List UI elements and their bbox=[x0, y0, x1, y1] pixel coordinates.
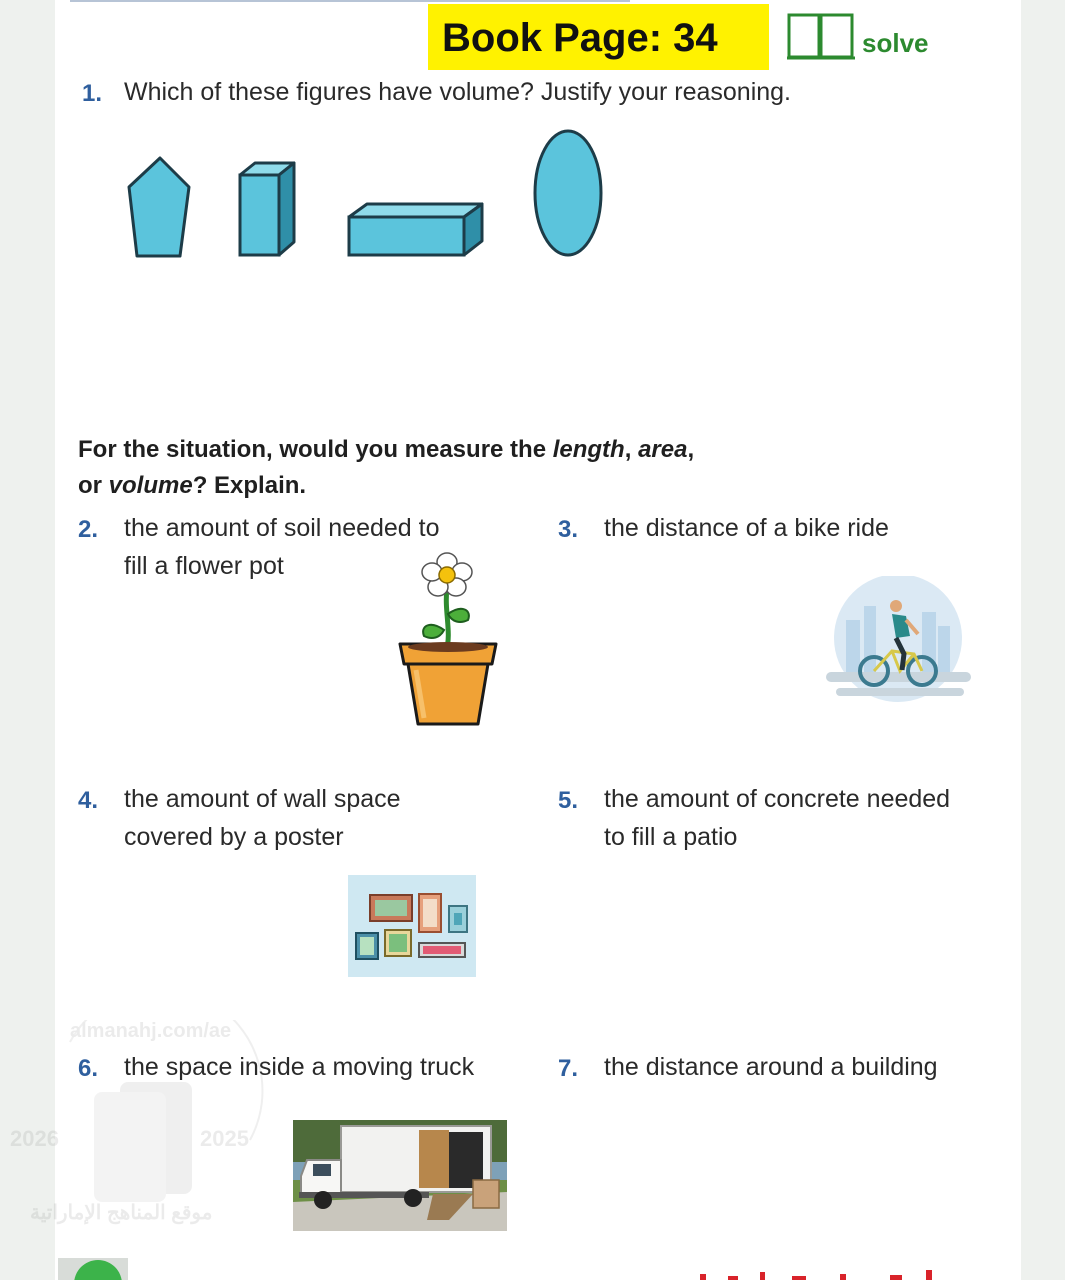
section-heading: For the situation, would you measure the length, area, or volume? Explain. bbox=[78, 436, 695, 499]
open-book-icon[interactable] bbox=[786, 11, 856, 61]
flat-prism-figure bbox=[349, 204, 482, 255]
watermark-brand: almanahj.com/ae bbox=[70, 1020, 232, 1042]
flower-pot-illustration bbox=[392, 552, 504, 732]
watermark bbox=[10, 1020, 280, 1260]
oval-figure bbox=[535, 131, 601, 255]
question-1-number: 1. bbox=[82, 80, 103, 107]
book-page-label: Book Page: 34 bbox=[442, 16, 718, 60]
bike-rider-illustration bbox=[826, 576, 971, 708]
top-divider bbox=[70, 0, 630, 2]
figures-row bbox=[120, 120, 620, 270]
question-3-text: the distance of a bike ride bbox=[604, 514, 889, 542]
pentagon-figure bbox=[129, 158, 189, 256]
watermark-year-right: 2025 bbox=[200, 1126, 249, 1151]
question-1-text: Which of these figures have volume? Justify your reasoning. bbox=[124, 78, 792, 106]
question-3-number: 3. bbox=[558, 516, 579, 543]
watermark-arabic: موقع المناهج الإماراتية bbox=[30, 1202, 213, 1224]
question-6-number: 6. bbox=[78, 1055, 99, 1082]
question-4-text: the amount of wall space covered by a poster bbox=[124, 785, 401, 851]
wall-posters-illustration bbox=[348, 875, 476, 977]
whatsapp-icon[interactable] bbox=[58, 1256, 128, 1280]
watermark-year-left: 2026 bbox=[10, 1126, 59, 1151]
question-4-number: 4. bbox=[78, 787, 99, 814]
tall-prism-figure bbox=[240, 163, 294, 255]
question-2-number: 2. bbox=[78, 516, 99, 543]
question-6-text: the space inside a moving truck bbox=[124, 1053, 475, 1081]
question-2-text: the amount of soil needed to fill a flower pot bbox=[124, 514, 440, 580]
question-7-text: the distance around a building bbox=[604, 1053, 938, 1081]
footer-red-text-fragment bbox=[690, 1266, 960, 1280]
moving-truck-photo bbox=[293, 1120, 507, 1231]
book-page-badge bbox=[428, 4, 769, 70]
question-7-number: 7. bbox=[558, 1055, 579, 1082]
question-5-text: the amount of concrete needed to fill a patio bbox=[604, 785, 951, 851]
question-5-number: 5. bbox=[558, 787, 579, 814]
solve-link[interactable]: solve bbox=[862, 28, 929, 58]
